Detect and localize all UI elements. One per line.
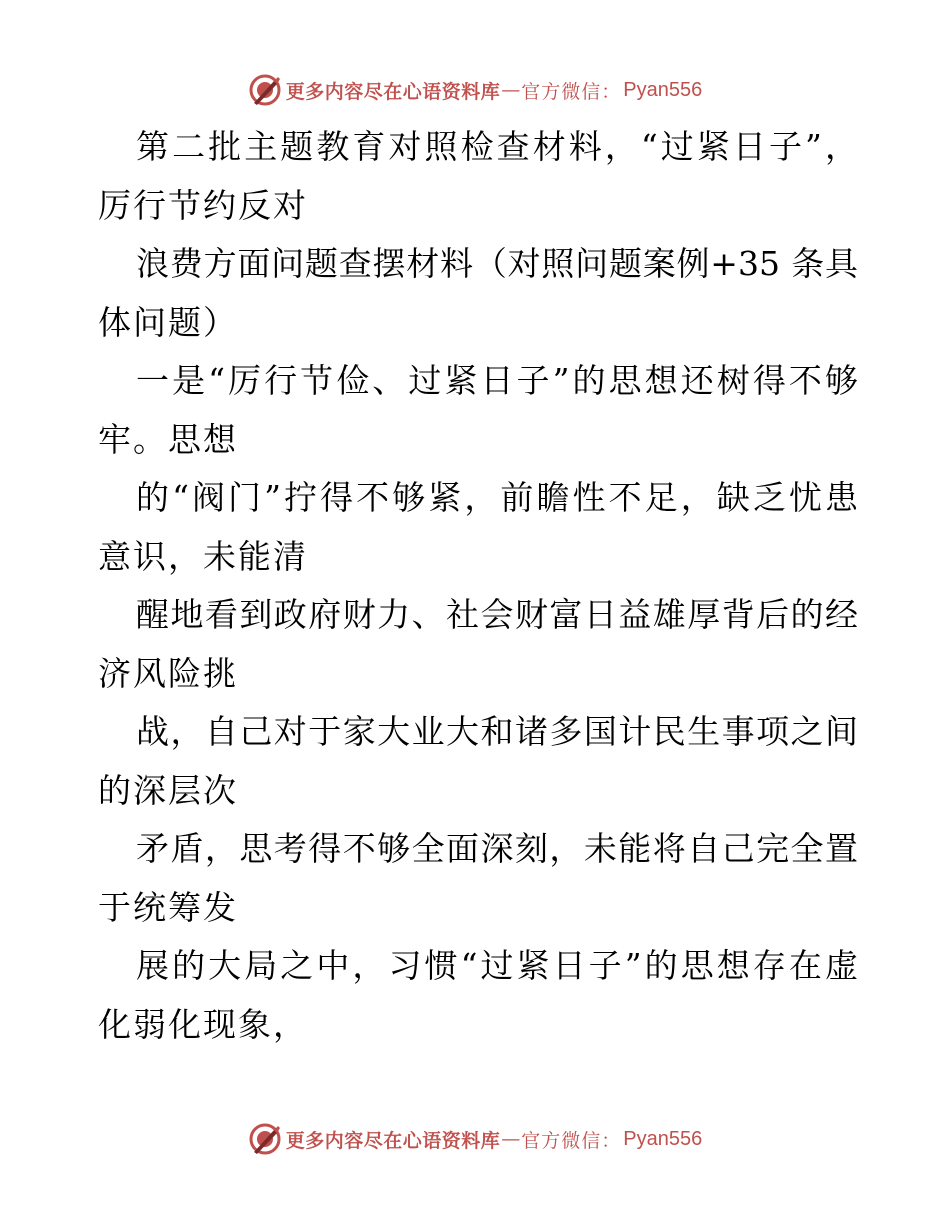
- text-line: 意识，未能清: [98, 536, 308, 576]
- text-line: 展的大局之中，习惯“过紧日子”的思想存在虚: [136, 946, 858, 985]
- text-line: 济风险挑: [98, 653, 238, 693]
- site-name: 更多内容尽在心语资料库: [285, 80, 501, 103]
- header-banner: [0, 70, 950, 110]
- text-line: 醒地看到政府财力、社会财富日益雄厚背后的经: [136, 595, 858, 634]
- text-line: 厉行节约反对: [98, 185, 308, 225]
- text-line: 矛盾，思考得不够全面深刻，未能将自己完全置: [136, 829, 858, 868]
- text-line: 战，自己对于家大业大和诸多国计民生事项之间: [136, 712, 858, 751]
- text-line: 的深层次: [98, 770, 238, 810]
- text-line: 一是“厉行节俭、过紧日子”的思想还树得不够: [136, 361, 858, 400]
- text-line: 于统筹发: [98, 887, 238, 927]
- wechat-id: Pyan556: [623, 1127, 703, 1150]
- banner-separator: —: [501, 79, 521, 101]
- body-text: [98, 118, 858, 1054]
- text-line: 的“阀门”拧得不够紧，前瞻性不足，缺乏忧患: [136, 478, 858, 517]
- text-line: 化弱化现象，: [98, 1004, 308, 1044]
- banner-separator: —: [501, 1128, 521, 1150]
- text-line: 牢。思想: [98, 419, 238, 459]
- site-name: 更多内容尽在心语资料库: [285, 1129, 501, 1152]
- text-line: 浪费方面问题查摆材料（对照问题案例+35 条具: [136, 244, 858, 283]
- wechat-label: 官方微信：: [521, 80, 622, 103]
- footer-banner: [0, 1119, 950, 1159]
- pen-logo-icon: [248, 73, 282, 107]
- text-line: 第二批主题教育对照检查材料，“过紧日子”，: [136, 127, 858, 166]
- wechat-id: Pyan556: [623, 78, 703, 101]
- text-line: 体问题）: [98, 302, 238, 342]
- pen-logo-icon: [248, 1122, 282, 1156]
- wechat-label: 官方微信：: [521, 1129, 622, 1152]
